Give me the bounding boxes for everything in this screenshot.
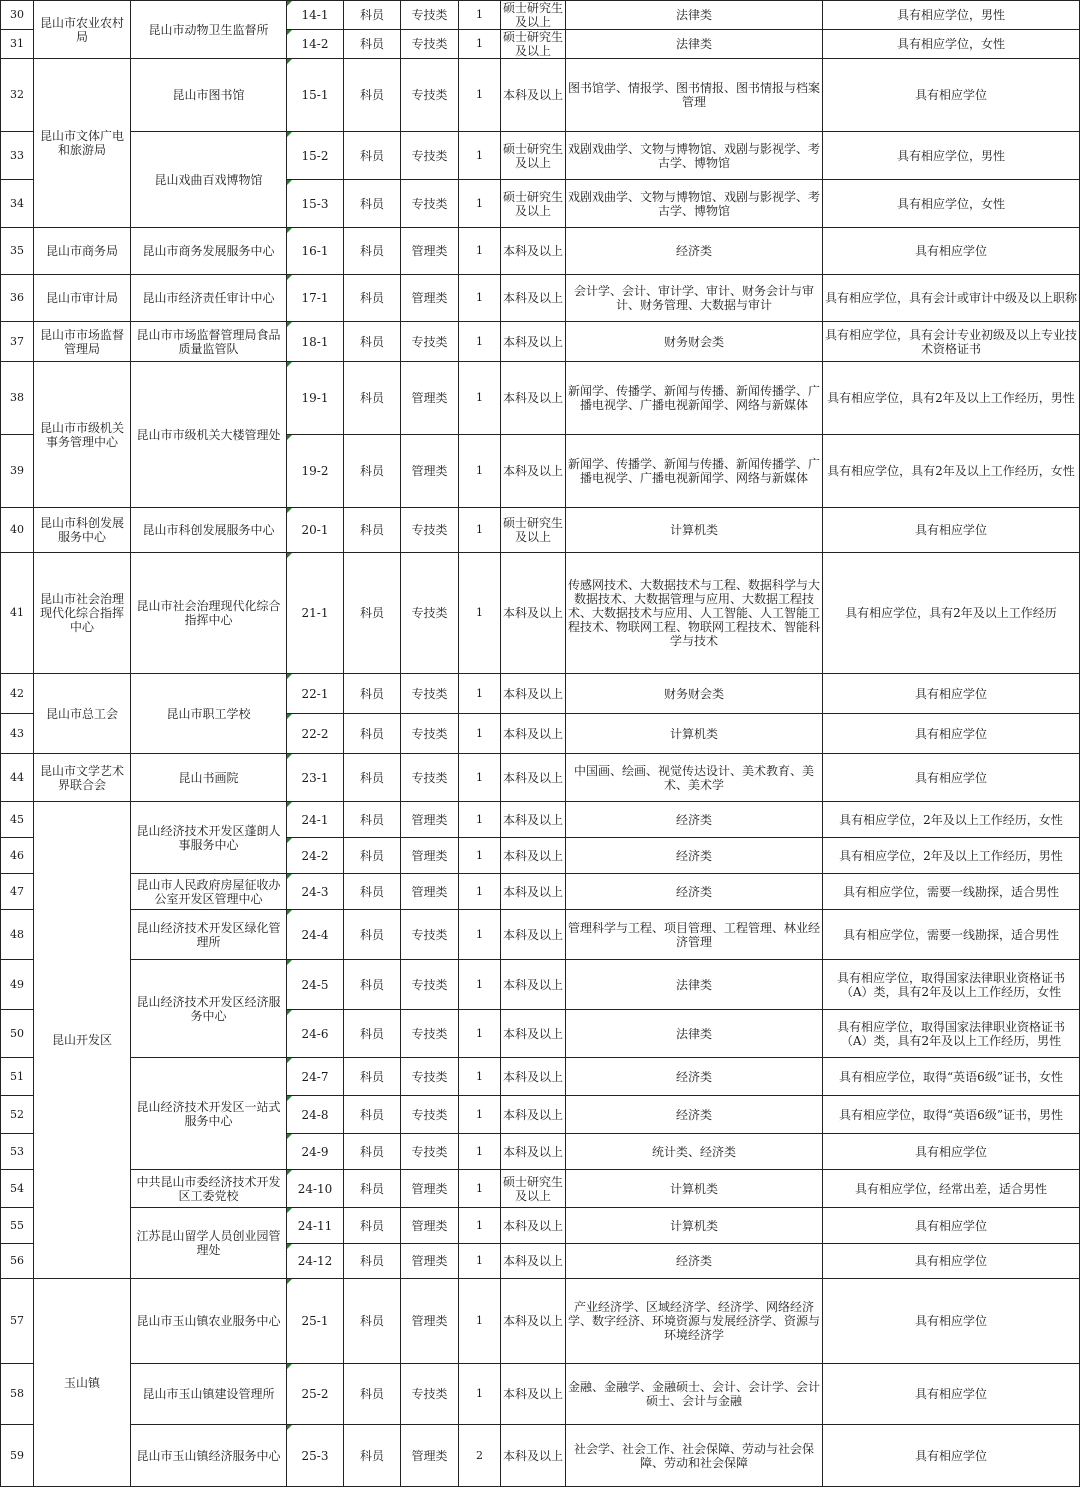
- position-category: 专技类: [401, 132, 459, 180]
- position-code: 25-1: [287, 1279, 344, 1364]
- position-code: 24-2: [287, 838, 344, 874]
- table-row: [1, 802, 1080, 838]
- headcount: 2: [459, 1425, 501, 1487]
- position-category: 专技类: [401, 1058, 459, 1096]
- table-row: [1, 1058, 1080, 1096]
- headcount: 1: [459, 322, 501, 362]
- row-number: 33: [1, 132, 34, 180]
- row-number: 53: [1, 1134, 34, 1170]
- unit-cell: 昆山市玉山镇经济服务中心: [131, 1425, 287, 1487]
- department-cell: 昆山市文体广电和旅游局: [34, 59, 131, 228]
- other-requirements: 具有相应学位，取得“英语6级”证书，男性: [823, 1096, 1080, 1134]
- education-requirement: 本科及以上: [501, 1364, 566, 1425]
- position-category: 专技类: [401, 754, 459, 802]
- table-row: [1, 910, 1080, 960]
- position-title: 科员: [344, 1170, 401, 1208]
- position-code: 23-1: [287, 754, 344, 802]
- position-title: 科员: [344, 1, 401, 30]
- headcount: 1: [459, 714, 501, 754]
- position-code: 16-1: [287, 228, 344, 275]
- position-title: 科员: [344, 322, 401, 362]
- table-row: [1, 1425, 1080, 1487]
- position-title: 科员: [344, 508, 401, 553]
- position-title: 科员: [344, 714, 401, 754]
- table-row: [1, 674, 1080, 714]
- headcount: 1: [459, 960, 501, 1010]
- education-requirement: 本科及以上: [501, 362, 566, 435]
- row-number: 31: [1, 30, 34, 59]
- position-title: 科员: [344, 362, 401, 435]
- headcount: 1: [459, 802, 501, 838]
- education-requirement: 本科及以上: [501, 910, 566, 960]
- position-title: 科员: [344, 910, 401, 960]
- row-number: 34: [1, 180, 34, 228]
- other-requirements: 具有相应学位，取得“英语6级”证书，女性: [823, 1058, 1080, 1096]
- major-requirement: 计算机类: [566, 508, 823, 553]
- headcount: 1: [459, 1134, 501, 1170]
- other-requirements: 具有相应学位: [823, 1208, 1080, 1244]
- row-number: 52: [1, 1096, 34, 1134]
- education-requirement: 硕士研究生及以上: [501, 30, 566, 59]
- position-title: 科员: [344, 1244, 401, 1279]
- education-requirement: 本科及以上: [501, 960, 566, 1010]
- major-requirement: 经济类: [566, 228, 823, 275]
- major-requirement: 财务财会类: [566, 322, 823, 362]
- unit-cell: 昆山市职工学校: [131, 674, 287, 754]
- position-title: 科员: [344, 228, 401, 275]
- headcount: 1: [459, 910, 501, 960]
- row-number: 37: [1, 322, 34, 362]
- department-cell: 昆山市文学艺术界联合会: [34, 754, 131, 802]
- education-requirement: 本科及以上: [501, 714, 566, 754]
- position-title: 科员: [344, 674, 401, 714]
- row-number: 58: [1, 1364, 34, 1425]
- headcount: 1: [459, 275, 501, 322]
- unit-cell: 昆山市人民政府房屋征收办公室开发区管理中心: [131, 874, 287, 910]
- major-requirement: 经济类: [566, 1096, 823, 1134]
- major-requirement: 新闻学、传播学、新闻与传播、新闻传播学、广播电视学、广播电视新闻学、网络与新媒体: [566, 435, 823, 508]
- table-row: [1, 132, 1080, 180]
- position-code: 24-1: [287, 802, 344, 838]
- position-title: 科员: [344, 59, 401, 132]
- row-number: 48: [1, 910, 34, 960]
- headcount: 1: [459, 59, 501, 132]
- position-category: 管理类: [401, 874, 459, 910]
- other-requirements: 具有相应学位: [823, 1364, 1080, 1425]
- position-category: 专技类: [401, 30, 459, 59]
- position-code: 25-3: [287, 1425, 344, 1487]
- department-cell: 昆山开发区: [34, 802, 131, 1279]
- position-title: 科员: [344, 275, 401, 322]
- headcount: 1: [459, 874, 501, 910]
- other-requirements: 具有相应学位，男性: [823, 1, 1080, 30]
- position-code: 19-1: [287, 362, 344, 435]
- major-requirement: 计算机类: [566, 1170, 823, 1208]
- position-code: 24-7: [287, 1058, 344, 1096]
- unit-cell: 昆山市经济责任审计中心: [131, 275, 287, 322]
- position-category: 专技类: [401, 508, 459, 553]
- major-requirement: 图书馆学、情报学、图书情报、图书情报与档案管理: [566, 59, 823, 132]
- education-requirement: 本科及以上: [501, 1279, 566, 1364]
- other-requirements: 具有相应学位: [823, 754, 1080, 802]
- table-row: [1, 322, 1080, 362]
- major-requirement: 金融、金融学、金融硕士、会计、会计学、会计硕士、会计与金融: [566, 1364, 823, 1425]
- major-requirement: 经济类: [566, 838, 823, 874]
- other-requirements: 具有相应学位，具有会计或审计中级及以上职称: [823, 275, 1080, 322]
- unit-cell: 昆山市科创发展服务中心: [131, 508, 287, 553]
- education-requirement: 本科及以上: [501, 553, 566, 674]
- other-requirements: 具有相应学位: [823, 508, 1080, 553]
- position-category: 专技类: [401, 910, 459, 960]
- other-requirements: 具有相应学位: [823, 1425, 1080, 1487]
- position-category: 管理类: [401, 1279, 459, 1364]
- major-requirement: 产业经济学、区域经济学、经济学、网络经济学、数字经济、环境资源与发展经济学、资源与环境经济学: [566, 1279, 823, 1364]
- unit-cell: 昆山书画院: [131, 754, 287, 802]
- position-category: 管理类: [401, 275, 459, 322]
- education-requirement: 本科及以上: [501, 802, 566, 838]
- headcount: 1: [459, 228, 501, 275]
- position-title: 科员: [344, 838, 401, 874]
- major-requirement: 戏剧戏曲学、文物与博物馆、戏剧与影视学、考古学、博物馆: [566, 180, 823, 228]
- other-requirements: 具有相应学位: [823, 714, 1080, 754]
- table-row: [1, 508, 1080, 553]
- unit-cell: 昆山市玉山镇农业服务中心: [131, 1279, 287, 1364]
- position-category: 专技类: [401, 322, 459, 362]
- other-requirements: 具有相应学位: [823, 1279, 1080, 1364]
- position-category: 管理类: [401, 362, 459, 435]
- position-code: 21-1: [287, 553, 344, 674]
- headcount: 1: [459, 132, 501, 180]
- table-row: [1, 362, 1080, 435]
- major-requirement: 管理科学与工程、项目管理、工程管理、林业经济管理: [566, 910, 823, 960]
- position-category: 专技类: [401, 1364, 459, 1425]
- position-title: 科员: [344, 1208, 401, 1244]
- position-category: 专技类: [401, 59, 459, 132]
- major-requirement: 经济类: [566, 1244, 823, 1279]
- unit-cell: 昆山经济技术开发区蓬朗人事服务中心: [131, 802, 287, 874]
- row-number: 54: [1, 1170, 34, 1208]
- other-requirements: 具有相应学位: [823, 228, 1080, 275]
- unit-cell: 昆山市图书馆: [131, 59, 287, 132]
- row-number: 35: [1, 228, 34, 275]
- position-title: 科员: [344, 1096, 401, 1134]
- table-row: [1, 1364, 1080, 1425]
- position-code: 24-6: [287, 1010, 344, 1058]
- position-category: 管理类: [401, 802, 459, 838]
- major-requirement: 经济类: [566, 802, 823, 838]
- education-requirement: 本科及以上: [501, 1134, 566, 1170]
- row-number: 46: [1, 838, 34, 874]
- major-requirement: 中国画、绘画、视觉传达设计、美术教育、美术、美术学: [566, 754, 823, 802]
- position-category: 专技类: [401, 1096, 459, 1134]
- position-category: 专技类: [401, 553, 459, 674]
- other-requirements: 具有相应学位，具有2年及以上工作经历，女性: [823, 435, 1080, 508]
- position-category: 专技类: [401, 960, 459, 1010]
- row-number: 32: [1, 59, 34, 132]
- major-requirement: 统计类、经济类: [566, 1134, 823, 1170]
- education-requirement: 本科及以上: [501, 228, 566, 275]
- position-category: 专技类: [401, 1010, 459, 1058]
- headcount: 1: [459, 508, 501, 553]
- position-title: 科员: [344, 132, 401, 180]
- education-requirement: 硕士研究生及以上: [501, 132, 566, 180]
- department-cell: 昆山市市级机关事务管理中心: [34, 362, 131, 508]
- department-cell: 昆山市审计局: [34, 275, 131, 322]
- other-requirements: 具有相应学位，2年及以上工作经历，男性: [823, 838, 1080, 874]
- position-title: 科员: [344, 553, 401, 674]
- major-requirement: 法律类: [566, 960, 823, 1010]
- row-number: 41: [1, 553, 34, 674]
- department-cell: 昆山市市场监督管理局: [34, 322, 131, 362]
- department-cell: 昆山市农业农村局: [34, 1, 131, 59]
- position-title: 科员: [344, 754, 401, 802]
- other-requirements: 具有相应学位，具有2年及以上工作经历: [823, 553, 1080, 674]
- education-requirement: 硕士研究生及以上: [501, 180, 566, 228]
- position-category: 专技类: [401, 674, 459, 714]
- unit-cell: 昆山经济技术开发区绿化管理所: [131, 910, 287, 960]
- position-code: 22-2: [287, 714, 344, 754]
- headcount: 1: [459, 754, 501, 802]
- position-code: 24-3: [287, 874, 344, 910]
- major-requirement: 会计学、会计、审计学、审计、财务会计与审计、财务管理、大数据与审计: [566, 275, 823, 322]
- position-title: 科员: [344, 960, 401, 1010]
- position-code: 18-1: [287, 322, 344, 362]
- row-number: 39: [1, 435, 34, 508]
- headcount: 1: [459, 1279, 501, 1364]
- position-code: 14-1: [287, 1, 344, 30]
- position-code: 22-1: [287, 674, 344, 714]
- row-number: 50: [1, 1010, 34, 1058]
- position-title: 科员: [344, 1425, 401, 1487]
- major-requirement: 经济类: [566, 874, 823, 910]
- other-requirements: 具有相应学位，男性: [823, 132, 1080, 180]
- other-requirements: 具有相应学位，女性: [823, 180, 1080, 228]
- department-cell: 昆山市社会治理现代化综合指挥中心: [34, 553, 131, 674]
- table-row: [1, 553, 1080, 674]
- position-category: 管理类: [401, 435, 459, 508]
- table-row: [1, 1208, 1080, 1244]
- major-requirement: 戏剧戏曲学、文物与博物馆、戏剧与影视学、考古学、博物馆: [566, 132, 823, 180]
- education-requirement: 本科及以上: [501, 1425, 566, 1487]
- education-requirement: 本科及以上: [501, 1244, 566, 1279]
- major-requirement: 法律类: [566, 1010, 823, 1058]
- position-title: 科员: [344, 435, 401, 508]
- headcount: 1: [459, 180, 501, 228]
- headcount: 1: [459, 838, 501, 874]
- position-category: 专技类: [401, 1, 459, 30]
- position-code: 20-1: [287, 508, 344, 553]
- position-category: 专技类: [401, 1134, 459, 1170]
- position-code: 24-4: [287, 910, 344, 960]
- unit-cell: 昆山市市场监督管理局食品质量监管队: [131, 322, 287, 362]
- headcount: 1: [459, 30, 501, 59]
- table-row: [1, 1170, 1080, 1208]
- education-requirement: 硕士研究生及以上: [501, 508, 566, 553]
- position-title: 科员: [344, 30, 401, 59]
- other-requirements: 具有相应学位，经常出差，适合男性: [823, 1170, 1080, 1208]
- education-requirement: 本科及以上: [501, 59, 566, 132]
- other-requirements: 具有相应学位，女性: [823, 30, 1080, 59]
- position-code: 19-2: [287, 435, 344, 508]
- table-row: [1, 59, 1080, 132]
- position-title: 科员: [344, 1010, 401, 1058]
- position-title: 科员: [344, 1134, 401, 1170]
- row-number: 30: [1, 1, 34, 30]
- education-requirement: 硕士研究生及以上: [501, 1170, 566, 1208]
- other-requirements: 具有相应学位，取得国家法律职业资格证书（A）类，具有2年及以上工作经历，男性: [823, 1010, 1080, 1058]
- headcount: 1: [459, 1170, 501, 1208]
- unit-cell: 昆山市玉山镇建设管理所: [131, 1364, 287, 1425]
- position-code: 24-9: [287, 1134, 344, 1170]
- other-requirements: 具有相应学位，具有会计专业初级及以上专业技术资格证书: [823, 322, 1080, 362]
- major-requirement: 经济类: [566, 1058, 823, 1096]
- major-requirement: 计算机类: [566, 1208, 823, 1244]
- table-row: [1, 754, 1080, 802]
- position-code: 17-1: [287, 275, 344, 322]
- row-number: 47: [1, 874, 34, 910]
- position-code: 24-12: [287, 1244, 344, 1279]
- position-code: 15-3: [287, 180, 344, 228]
- row-number: 57: [1, 1279, 34, 1364]
- row-number: 40: [1, 508, 34, 553]
- headcount: 1: [459, 1096, 501, 1134]
- position-category: 专技类: [401, 180, 459, 228]
- table-row: [1, 275, 1080, 322]
- position-category: 专技类: [401, 714, 459, 754]
- position-code: 14-2: [287, 30, 344, 59]
- department-cell: 昆山市总工会: [34, 674, 131, 754]
- other-requirements: 具有相应学位，2年及以上工作经历，女性: [823, 802, 1080, 838]
- headcount: 1: [459, 1, 501, 30]
- unit-cell: 昆山市社会治理现代化综合指挥中心: [131, 553, 287, 674]
- other-requirements: 具有相应学位，取得国家法律职业资格证书（A）类，具有2年及以上工作经历，女性: [823, 960, 1080, 1010]
- education-requirement: 本科及以上: [501, 1208, 566, 1244]
- department-cell: 昆山市商务局: [34, 228, 131, 275]
- row-number: 55: [1, 1208, 34, 1244]
- major-requirement: 计算机类: [566, 714, 823, 754]
- headcount: 1: [459, 1244, 501, 1279]
- table-row: [1, 228, 1080, 275]
- row-number: 36: [1, 275, 34, 322]
- unit-cell: 昆山市动物卫生监督所: [131, 1, 287, 59]
- position-title: 科员: [344, 874, 401, 910]
- unit-cell: 昆山戏曲百戏博物馆: [131, 132, 287, 228]
- position-category: 管理类: [401, 228, 459, 275]
- other-requirements: 具有相应学位: [823, 1244, 1080, 1279]
- headcount: 1: [459, 1058, 501, 1096]
- major-requirement: 传感网技术、大数据技术与工程、数据科学与大数据技术、大数据管理与应用、大数据工程技术、大数据技术与应用、人工智能、人工智能工程技术、物联网工程、物联网工程技术、智能科学与技术: [566, 553, 823, 674]
- major-requirement: 法律类: [566, 1, 823, 30]
- row-number: 43: [1, 714, 34, 754]
- position-category: 管理类: [401, 1208, 459, 1244]
- other-requirements: 具有相应学位: [823, 674, 1080, 714]
- position-code: 15-2: [287, 132, 344, 180]
- row-number: 49: [1, 960, 34, 1010]
- headcount: 1: [459, 362, 501, 435]
- table-row: [1, 874, 1080, 910]
- position-code: 15-1: [287, 59, 344, 132]
- row-number: 45: [1, 802, 34, 838]
- education-requirement: 本科及以上: [501, 1010, 566, 1058]
- position-code: 25-2: [287, 1364, 344, 1425]
- education-requirement: 本科及以上: [501, 674, 566, 714]
- education-requirement: 本科及以上: [501, 322, 566, 362]
- row-number: 51: [1, 1058, 34, 1096]
- unit-cell: 江苏昆山留学人员创业园管理处: [131, 1208, 287, 1279]
- unit-cell: 昆山经济技术开发区经济服务中心: [131, 960, 287, 1058]
- position-category: 管理类: [401, 1244, 459, 1279]
- headcount: 1: [459, 435, 501, 508]
- other-requirements: 具有相应学位: [823, 1134, 1080, 1170]
- other-requirements: 具有相应学位，需要一线勘探，适合男性: [823, 910, 1080, 960]
- major-requirement: 财务财会类: [566, 674, 823, 714]
- table-row: [1, 1, 1080, 30]
- unit-cell: 昆山经济技术开发区一站式服务中心: [131, 1058, 287, 1170]
- row-number: 42: [1, 674, 34, 714]
- position-category: 管理类: [401, 1425, 459, 1487]
- major-requirement: 法律类: [566, 30, 823, 59]
- position-code: 24-8: [287, 1096, 344, 1134]
- headcount: 1: [459, 1010, 501, 1058]
- education-requirement: 本科及以上: [501, 754, 566, 802]
- position-title: 科员: [344, 1364, 401, 1425]
- row-number: 38: [1, 362, 34, 435]
- major-requirement: 新闻学、传播学、新闻与传播、新闻传播学、广播电视学、广播电视新闻学、网络与新媒体: [566, 362, 823, 435]
- education-requirement: 本科及以上: [501, 874, 566, 910]
- position-code: 24-11: [287, 1208, 344, 1244]
- education-requirement: 本科及以上: [501, 1058, 566, 1096]
- position-category: 管理类: [401, 1170, 459, 1208]
- other-requirements: 具有相应学位，具有2年及以上工作经历，男性: [823, 362, 1080, 435]
- position-title: 科员: [344, 802, 401, 838]
- major-requirement: 社会学、社会工作、社会保障、劳动与社会保障、劳动和社会保障: [566, 1425, 823, 1487]
- unit-cell: 昆山市商务发展服务中心: [131, 228, 287, 275]
- row-number: 44: [1, 754, 34, 802]
- department-cell: 昆山市科创发展服务中心: [34, 508, 131, 553]
- position-code: 24-5: [287, 960, 344, 1010]
- education-requirement: 本科及以上: [501, 1096, 566, 1134]
- position-code: 24-10: [287, 1170, 344, 1208]
- headcount: 1: [459, 553, 501, 674]
- position-title: 科员: [344, 180, 401, 228]
- unit-cell: 中共昆山市委经济技术开发区工委党校: [131, 1170, 287, 1208]
- position-category: 管理类: [401, 838, 459, 874]
- row-number: 56: [1, 1244, 34, 1279]
- education-requirement: 本科及以上: [501, 838, 566, 874]
- position-title: 科员: [344, 1279, 401, 1364]
- table-row: [1, 960, 1080, 1010]
- headcount: 1: [459, 674, 501, 714]
- education-requirement: 本科及以上: [501, 435, 566, 508]
- education-requirement: 硕士研究生及以上: [501, 1, 566, 30]
- other-requirements: 具有相应学位: [823, 59, 1080, 132]
- headcount: 1: [459, 1364, 501, 1425]
- unit-cell: 昆山市市级机关大楼管理处: [131, 362, 287, 508]
- other-requirements: 具有相应学位，需要一线勘探，适合男性: [823, 874, 1080, 910]
- headcount: 1: [459, 1208, 501, 1244]
- position-title: 科员: [344, 1058, 401, 1096]
- department-cell: 玉山镇: [34, 1279, 131, 1487]
- row-number: 59: [1, 1425, 34, 1487]
- education-requirement: 本科及以上: [501, 275, 566, 322]
- table-row: [1, 1279, 1080, 1364]
